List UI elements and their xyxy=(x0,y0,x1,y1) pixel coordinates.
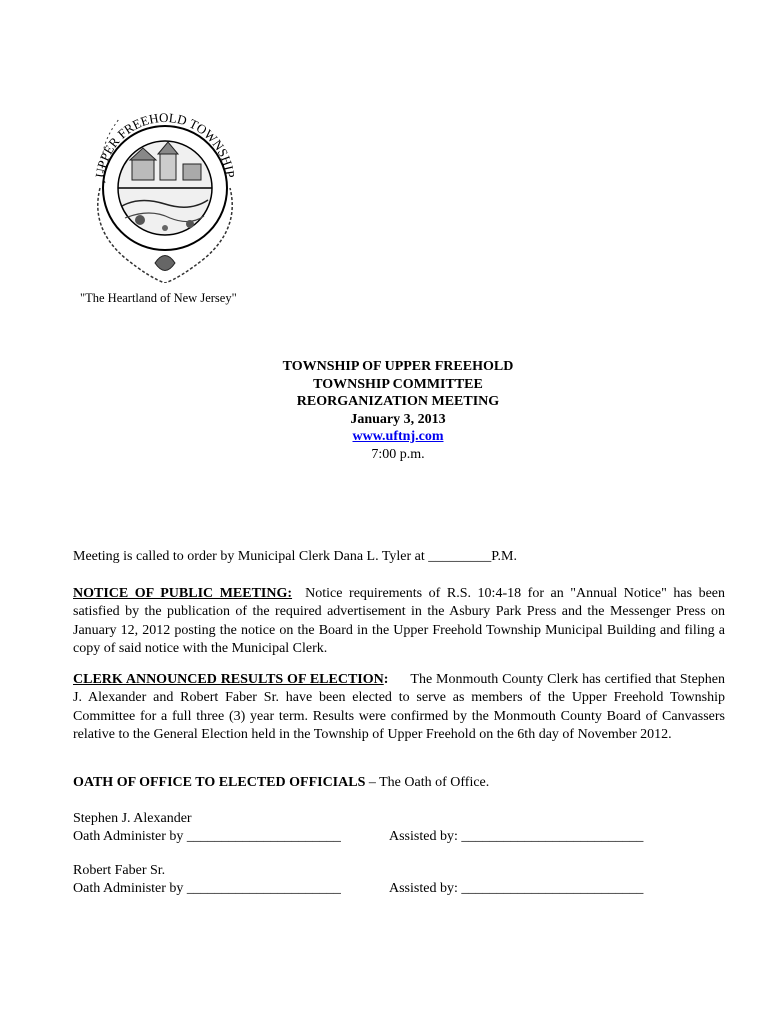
oath-heading: OATH OF OFFICE TO ELECTED OFFICIALS xyxy=(73,775,366,790)
election-paragraph xyxy=(73,671,725,744)
election-heading: CLERK ANNOUNCED RESULTS OF ELECTION xyxy=(73,672,384,687)
website-link[interactable]: www.uftnj.com xyxy=(352,429,444,444)
official-block xyxy=(73,810,644,846)
notice-text: Notice requirements of R.S. 10:4-18 for an "Annual Notice" has been satisfied by the publication of the required advertisement in the Asbury Park Press and the Messenger Press on January 12, 2012 posting the notice on the Board in the Upper Freehold Township Municipal Building and filing a copy of said notice with the Municipal Clerk. xyxy=(73,586,726,656)
header-committee: TOWNSHIP COMMITTEE xyxy=(313,376,483,392)
header-meeting-type: REORGANIZATION MEETING xyxy=(296,394,500,409)
assisted-by-line: Assisted by: __________________________ xyxy=(389,829,644,844)
header-date: January 3, 2013 xyxy=(350,411,446,427)
call-to-order-text: Meeting is called to order by Municipal Clerk Dana L. Tyler at _________P.M. xyxy=(73,549,517,564)
notice-heading: NOTICE OF PUBLIC MEETING: xyxy=(73,586,293,601)
election-text: The Monmouth County Clerk has certified that Stephen J. Alexander and Robert Faber Sr. have been elected to serve as members of the Upper Freehold Township Committee for a full three (3) year term. Results were confirmed by the Monmouth County Board of Canvassers relative to the General Election held in the Township of Upper Freehold on the 6th day of November 2012. xyxy=(73,672,726,742)
election-heading-colon: : xyxy=(383,672,389,687)
official-block xyxy=(73,862,644,898)
header-time: 7:00 p.m. xyxy=(371,446,425,462)
official-name: Robert Faber Sr. xyxy=(73,863,166,878)
oath-administer-line: Oath Administer by ______________________ xyxy=(73,829,341,844)
seal-tagline: "The Heartland of New Jersey" xyxy=(80,291,237,305)
assisted-by-line: Assisted by: __________________________ xyxy=(389,881,644,896)
official-name: Stephen J. Alexander xyxy=(73,811,192,826)
notice-paragraph xyxy=(73,585,725,658)
svg-text:UPPER FREEHOLD TOWNSHIP: UPPER FREEHOLD TOWNSHIP xyxy=(92,109,238,179)
meeting-header xyxy=(148,358,648,463)
oath-text: – The Oath of Office. xyxy=(365,775,490,790)
oath-paragraph xyxy=(73,774,725,792)
header-township: TOWNSHIP OF UPPER FREEHOLD xyxy=(282,359,514,374)
oath-administer-line: Oath Administer by ______________________ xyxy=(73,881,341,896)
township-seal-logo xyxy=(80,88,250,283)
